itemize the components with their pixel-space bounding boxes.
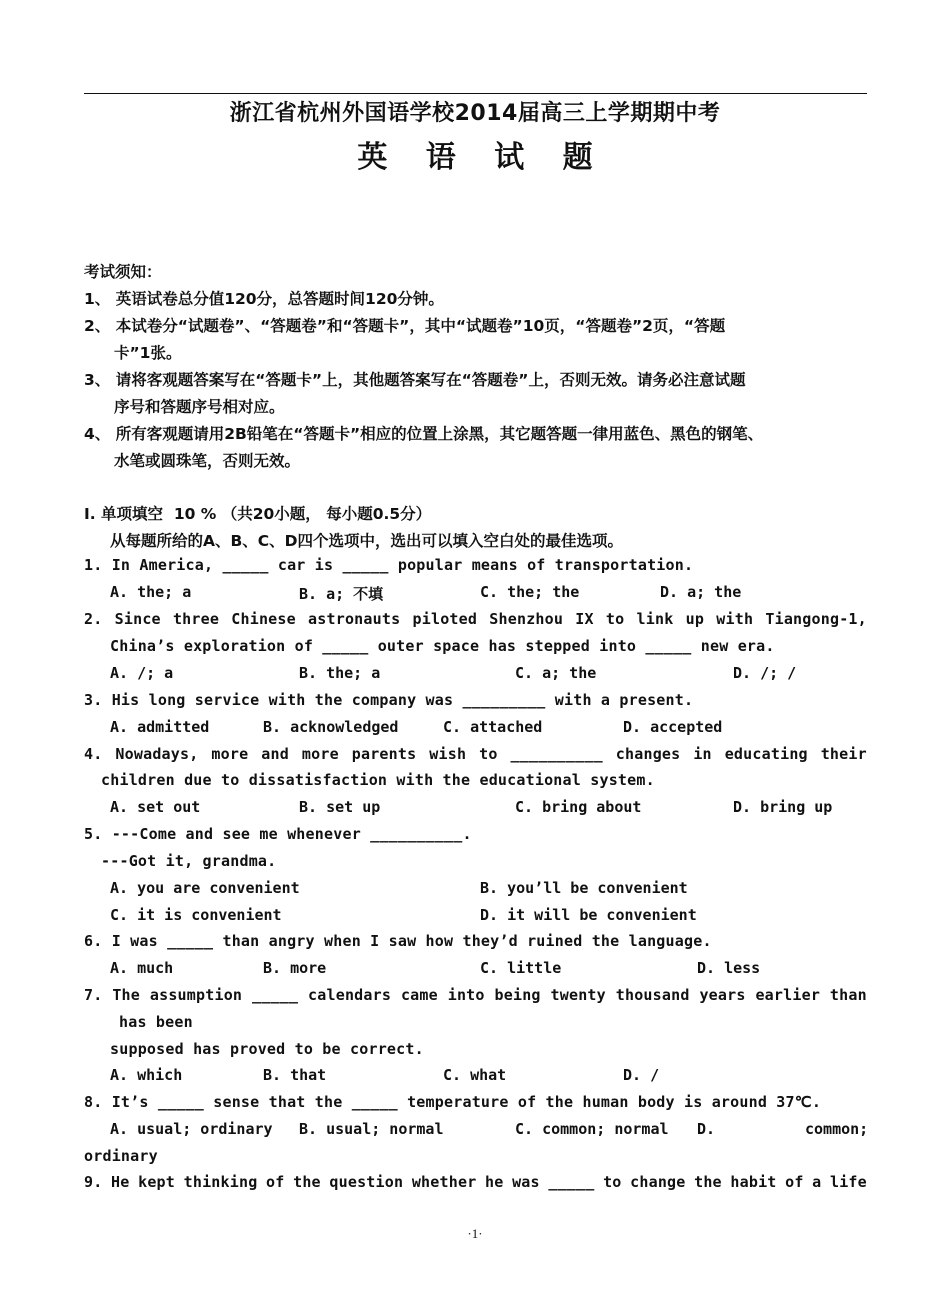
exam-subtitle: 英 语 试 题 (357, 140, 607, 175)
question-7: 7. The assumption _____ calendars came into being twenty thousand years earlier than (84, 986, 867, 1004)
q6-option-a: A. much (110, 959, 174, 977)
question-9: 9. He kept thinking of the question whether he was _____ to change the habit of a life (84, 1173, 867, 1191)
notice-item-4-cont: 水笔或圆珠笔，否则无效。 (114, 452, 301, 470)
notice-item-2: 2、 本试卷分“试题卷”、“答题卷”和“答题卡”，其中“试题卷”10页，“答题卷”2页，“答题 (84, 317, 726, 335)
q2-option-b: B. the; a (299, 664, 381, 682)
question-2-cont: China’s exploration of _____ outer space has stepped into _____ new era. (110, 637, 775, 655)
q1-option-c: C. the; the (480, 583, 580, 601)
question-6: 6. I was _____ than angry when I saw how they’d ruined the language. (84, 932, 712, 950)
q6-option-b: B. more (263, 959, 327, 977)
question-1: 1. In America, _____ car is _____ popular means of transportation. (84, 556, 694, 574)
question-2: 2. Since three Chinese astronauts piloted Shenzhou IX to link up with Tiangong-1, (84, 610, 867, 628)
q6-option-d: D. less (697, 959, 761, 977)
q1-option-b: B. a; 不填 (299, 585, 384, 603)
q7-option-b: B. that (263, 1066, 327, 1084)
page-number: ·1· (467, 1226, 483, 1241)
question-3: 3. His long service with the company was _________ with a present. (84, 691, 694, 709)
q6-option-c: C. little (480, 959, 562, 977)
q5-option-a: A. you are convenient (110, 879, 300, 897)
question-5: 5. ---Come and see me whenever __________. (84, 825, 472, 843)
q7-option-d: D. / (623, 1066, 660, 1084)
q3-option-b: B. acknowledged (263, 718, 399, 736)
q1-option-d: D. a; the (660, 583, 742, 601)
q4-option-b: B. set up (299, 798, 381, 816)
q3-option-c: C. attached (443, 718, 543, 736)
q8-option-b: B. usual; normal (299, 1120, 444, 1138)
section-instruction: 从每题所给的A、B、C、D四个选项中，选出可以填入空白处的最佳选项。 (110, 532, 624, 550)
exam-title: 浙江省杭州外国语学校2014届高三上学期期中考 (229, 101, 721, 126)
q2-option-a: A. /; a (110, 664, 174, 682)
q5-option-d: D. it will be convenient (480, 906, 697, 924)
q4-option-d: D. bring up (733, 798, 833, 816)
notice-item-3: 3、 请将客观题答案写在“答题卡”上，其他题答案写在“答题卷”上，否则无效。请务必注意试题 (84, 371, 746, 389)
section-heading: I. 单项填空 10 % （共20小题， 每小题0.5分） (84, 505, 432, 523)
q7-option-c: C. what (443, 1066, 507, 1084)
question-8: 8. It’s _____ sense that the _____ temperature of the human body is around 37℃. (84, 1093, 822, 1111)
notice-heading: 考试须知： (84, 263, 162, 281)
notice-item-1: 1、 英语试卷总分值120分，总答题时间120分钟。 (84, 290, 444, 308)
question-8-wrap: ordinary (84, 1147, 158, 1165)
q1-option-a: A. the; a (110, 583, 192, 601)
notice-item-4: 4、 所有客观题请用2B铅笔在“答题卡”相应的位置上涂黑，其它题答题一律用蓝色、黑色的钢笔、 (84, 425, 764, 443)
q7-option-a: A. which (110, 1066, 183, 1084)
q5-option-c: C. it is convenient (110, 906, 282, 924)
q4-option-c: C. bring about (515, 798, 642, 816)
question-7-cont: has been (119, 1013, 193, 1031)
question-4: 4. Nowadays, more and more parents wish to __________ changes in educating their (84, 745, 867, 763)
q8-option-d-text: common; (805, 1120, 869, 1138)
notice-item-2-cont: 卡”1张。 (114, 344, 182, 362)
q3-option-a: A. admitted (110, 718, 210, 736)
notice-item-3-cont: 序号和答题序号相对应。 (114, 398, 285, 416)
q8-option-a: A. usual; ordinary (110, 1120, 273, 1138)
q5-option-b: B. you’ll be convenient (480, 879, 688, 897)
question-7-cont2: supposed has proved to be correct. (110, 1040, 424, 1058)
q2-option-c: C. a; the (515, 664, 597, 682)
q3-option-d: D. accepted (623, 718, 723, 736)
q2-option-d: D. /; / (733, 664, 797, 682)
question-5-reply: ---Got it, grandma. (101, 852, 277, 870)
top-rule (84, 93, 867, 94)
q8-option-d: D. (697, 1120, 716, 1138)
question-4-cont: children due to dissatisfaction with the educational system. (101, 771, 655, 789)
q8-option-c: C. common; normal (515, 1120, 669, 1138)
q4-option-a: A. set out (110, 798, 201, 816)
